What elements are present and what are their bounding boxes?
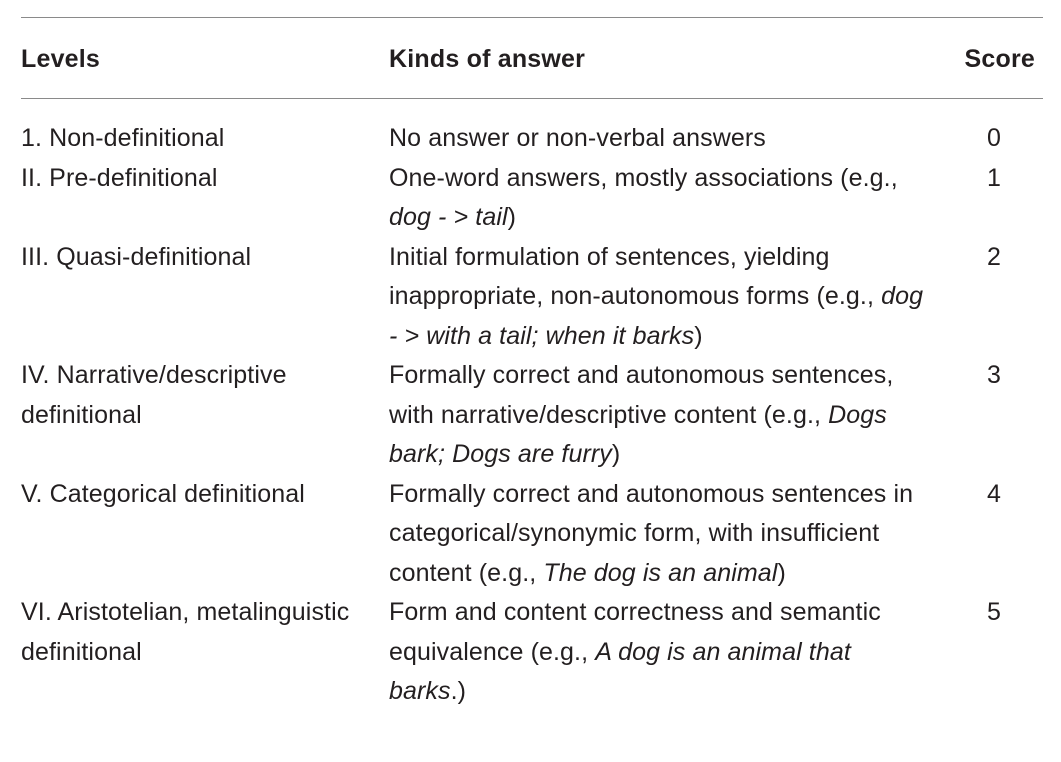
example-text: The dog is an animal: [543, 558, 778, 587]
table-row: [21, 593, 1043, 712]
definition-levels-table: [21, 17, 1043, 712]
score-cell: 3: [986, 361, 1001, 389]
description-text: ): [777, 558, 786, 587]
score-cell: 0: [986, 124, 1001, 152]
table-row: [21, 119, 1043, 159]
example-text: dog - > tail: [389, 203, 508, 231]
level-cell: III. Quasi-definitional: [21, 242, 252, 271]
description-text: One-word answers, mostly associations (e.g.,: [389, 163, 898, 192]
description-text: ): [611, 440, 621, 468]
kind-of-answer-cell: [389, 593, 929, 712]
kind-of-answer-cell: [389, 356, 929, 475]
score-cell: 2: [986, 242, 1001, 271]
kind-of-answer-cell: [389, 475, 929, 594]
level-cell: II. Pre-definitional: [21, 163, 218, 192]
description-text: Formally correct and autonomous sentences, with narrative/descriptive content (e.g.,: [389, 361, 894, 429]
description-text: ): [694, 321, 703, 350]
level-cell: 1. Non-definitional: [21, 124, 225, 152]
table-row: [21, 356, 1043, 475]
score-cell: 4: [986, 479, 1001, 508]
header-kinds-of-answer: Kinds of answer: [389, 45, 586, 73]
description-text: .): [450, 677, 467, 705]
table-row: [21, 238, 1043, 357]
level-cell: V. Categorical definitional: [21, 479, 305, 508]
example-text: A dog is an animal that barks: [389, 637, 851, 705]
score-cell: 5: [986, 598, 1001, 626]
description-text: No answer or non-verbal answers: [389, 124, 766, 152]
level-cell: VI. Aristotelian, metalinguistic definitional: [21, 598, 350, 666]
description-text: Form and content correctness and semantic equivalence (e.g.,: [389, 598, 881, 666]
header-levels: Levels: [21, 45, 101, 73]
table-row: [21, 159, 1043, 238]
description-text: Formally correct and autonomous sentences in categorical/synonymic form, with insufficient content (e.g.,: [389, 479, 914, 587]
level-cell: IV. Narrative/descriptive definitional: [21, 361, 287, 429]
header-score: Score: [964, 45, 1035, 73]
example-text: Dogs bark; Dogs are furry: [389, 400, 887, 468]
kind-of-answer-cell: [389, 238, 929, 357]
table-row: [21, 475, 1043, 594]
score-cell: 1: [986, 163, 1001, 192]
table-body: [21, 99, 1043, 712]
description-text: Initial formulation of sentences, yielding inappropriate, non-autonomous forms (e.g.,: [389, 242, 882, 310]
description-text: ): [507, 203, 517, 231]
example-text: dog - > with a tail; when it barks: [389, 282, 924, 350]
kind-of-answer-cell: [389, 119, 929, 159]
table-header-row: [21, 18, 1043, 98]
kind-of-answer-cell: [389, 159, 929, 238]
